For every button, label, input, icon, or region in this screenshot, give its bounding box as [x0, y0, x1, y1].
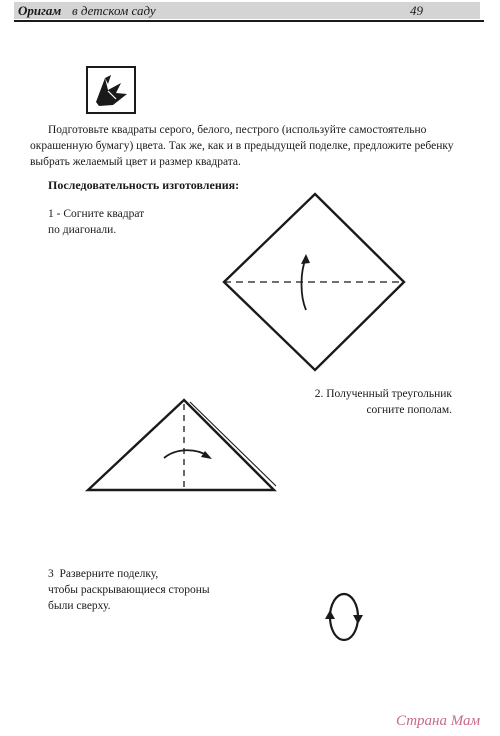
- site-watermark: Страна Мам: [396, 713, 481, 729]
- book-subtitle: в детском саду: [72, 3, 156, 18]
- fold-diagram-triangle: [84, 396, 278, 496]
- step-1-number: 1: [48, 208, 54, 220]
- step-2-number: 2: [314, 388, 321, 400]
- step-1-text: 1 - Согните квадрат по диагонали.: [48, 208, 145, 236]
- turn-over-icon: [322, 586, 366, 648]
- step-2-text: 2. Полученный треугольник согните пополам.: [314, 388, 452, 416]
- header-rule: [14, 20, 484, 22]
- page-header: [0, 0, 500, 24]
- sequence-heading: Последовательность изготовления:: [48, 178, 240, 192]
- step-2-line-2: согните пополам.: [366, 404, 452, 416]
- step-3-number: 3: [48, 568, 54, 580]
- step-1-line-2: по диагонали.: [48, 224, 117, 236]
- step-3-line-1: Разверните поделку,: [59, 568, 159, 580]
- intro-paragraph: Подготовьте квадраты серого, белого, пестрого (используйте самостоятельно окрашенную бумагу) цвета. Так же, как и в предыдущей поделке, предложите ребенку выбрать желаемый цвет и размер квадрата.: [30, 124, 454, 168]
- step-3-line-3: были сверху.: [48, 600, 111, 612]
- step-3-text: [48, 566, 258, 614]
- fold-arrow-icon: [164, 450, 212, 459]
- fold-diagram-square: [220, 190, 410, 374]
- page-number: 49: [410, 3, 423, 18]
- origami-bird-icon: [86, 66, 136, 114]
- step-1-line-1: Согните квадрат: [63, 208, 145, 220]
- book-title: Оригам: [18, 3, 62, 18]
- step-2-line-1: Полученный треугольник: [326, 388, 452, 400]
- step-3-line-2: чтобы раскрывающиеся стороны: [48, 584, 210, 596]
